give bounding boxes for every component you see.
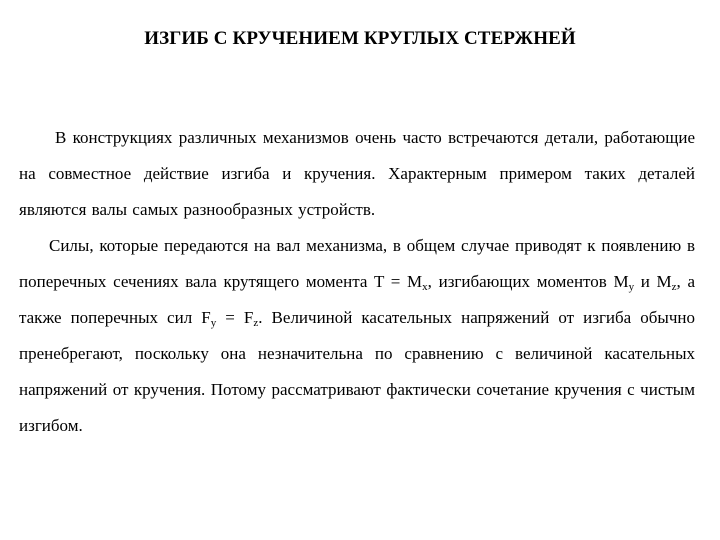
subscript-y: y: [628, 281, 635, 293]
paragraph-forces: [19, 228, 695, 444]
text-run: и M: [634, 272, 672, 291]
subscript-z: z: [253, 317, 259, 329]
text-run: Силы, которые передаются на вал механизма, в общем случае приводят к появлению в поперечных сечениях вала крутящего момента T = M: [19, 236, 695, 291]
page-title: ИЗГИБ С КРУЧЕНИЕМ КРУГЛЫХ СТЕРЖНЕЙ: [144, 28, 576, 49]
paragraph-intro: В конструкциях различных механизмов очень часто встречаются детали, работающие на совместное действие изгиба и кручения. Характерным примером таких деталей являются валы самых разнообразных устройств.: [19, 128, 695, 219]
text-run: , а также поперечных сил F: [19, 272, 695, 327]
text-run: = F: [216, 308, 254, 327]
document-body: [19, 120, 695, 444]
text-run: . Величиной касательных напряжений от изгиба обычно пренебрегают, поскольку она незначительна по сравнению с величиной касательных напряжений от кручения. Потому рассматривают фактически сочетание кручения с чистым изгибом.: [19, 308, 695, 435]
subscript-x: x: [422, 281, 428, 293]
text-run: , изгибающих моментов M: [427, 272, 629, 291]
subscript-z: z: [671, 281, 677, 293]
subscript-y: y: [210, 317, 217, 329]
